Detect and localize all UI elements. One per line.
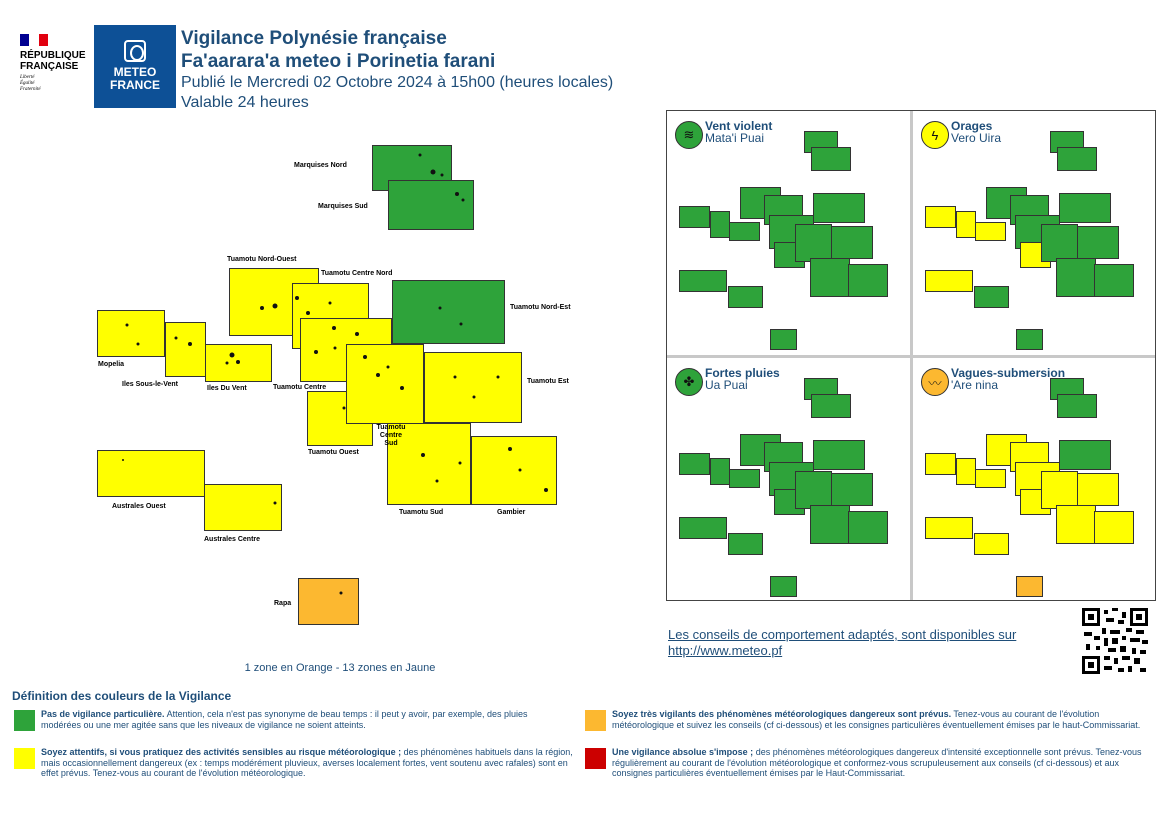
zone-label-tuamotu-centre-sud: Tuamotu Centre Sud (376, 424, 406, 447)
zone-label-marquises-sud: Marquises Sud (318, 203, 368, 210)
legend-swatch-red (585, 748, 606, 769)
mini-zone-marquises-sud (1057, 394, 1097, 418)
mini-zone-tuamotu-sud (810, 258, 850, 297)
mini-zone-tuamotu-nord-est (813, 193, 865, 223)
vigilance-summary: 1 zone en Orange - 13 zones en Jaune (244, 662, 436, 674)
mini-zone-iles-du-vent (975, 469, 1006, 488)
phenomenon-subtitle: 'Are nina (951, 378, 998, 392)
legend-swatch-green (14, 710, 35, 731)
zone-label-tuamotu-sud: Tuamotu Sud (399, 509, 444, 516)
legend-swatch-yellow (14, 748, 35, 769)
mini-zone-iles-sous-le-vent (710, 458, 730, 485)
phenomenon-orages[interactable] (913, 111, 1156, 355)
mini-zone-tuamotu-est (826, 226, 873, 259)
rain-icon: ✤ (675, 368, 703, 396)
french-flag-icon (20, 34, 48, 46)
zone-label-tuamotu-nord-ouest: Tuamotu Nord-Ouest (227, 256, 297, 263)
phenomenon-title: Vagues-submersion (951, 366, 1066, 380)
mini-zone-tuamotu-sud (810, 505, 850, 544)
publication-date: Publié le Mercredi 02 Octobre 2024 à 15h00 (heures locales) (181, 74, 614, 91)
zone-label-tuamotu-centre: Tuamotu Centre (273, 384, 327, 391)
mini-zone-iles-du-vent (975, 222, 1006, 241)
mini-zone-gambier (1094, 264, 1134, 297)
mini-zone-rapa (770, 329, 797, 350)
legend-item-red (585, 747, 1150, 779)
mini-zone-australes-ouest (679, 517, 727, 539)
zone-label-iles-du-vent: Iles Du Vent (207, 385, 247, 392)
phenomenon-fortes-pluies[interactable] (667, 358, 910, 602)
mini-zone-tuamotu-nord-est (1059, 440, 1111, 470)
zone-label-rapa: Rapa (274, 600, 292, 607)
phenomena-panel (666, 110, 1156, 601)
mini-zone-marquises-sud (811, 394, 851, 418)
mini-zone-iles-du-vent (729, 469, 760, 488)
phenomenon-title: Orages (951, 119, 993, 133)
qr-code-icon[interactable] (1082, 608, 1148, 674)
mini-zone-rapa (1016, 329, 1043, 350)
mini-zone-australes-centre (728, 286, 763, 308)
legend-bold: Pas de vigilance particulière. (41, 709, 165, 719)
mini-zone-marquises-sud (811, 147, 851, 171)
mini-zone-iles-du-vent (729, 222, 760, 241)
mini-zone-gambier (1094, 511, 1134, 544)
mini-zone-tuamotu-est (1072, 226, 1119, 259)
zone-label-australes-centre: Australes Centre (204, 536, 261, 543)
legend-item-green (14, 709, 564, 731)
zone-label-iles-sous-le-vent: Iles Sous-le-Vent (122, 381, 179, 388)
mini-zone-iles-sous-le-vent (956, 211, 976, 238)
mini-zone-gambier (848, 511, 888, 544)
mini-zone-mopelia (925, 206, 956, 228)
mini-zone-gambier (848, 264, 888, 297)
mini-zone-tuamotu-nord-est (1059, 193, 1111, 223)
republique-francaise-logo (20, 34, 92, 104)
advice-text: Les conseils de comportement adaptés, sont disponibles sur (668, 627, 1017, 642)
validity-period: Valable 24 heures (181, 94, 309, 111)
lightning-icon: ϟ (921, 121, 949, 149)
phenomenon-subtitle: Vero Uira (951, 131, 1002, 145)
phenomenon-subtitle: Ua Puai (705, 378, 748, 392)
zone-label-tuamotu-ouest: Tuamotu Ouest (308, 449, 359, 456)
mini-zone-tuamotu-centre-sud (1041, 224, 1078, 262)
mini-zone-iles-sous-le-vent (956, 458, 976, 485)
meteo-france-logo (94, 25, 176, 108)
header-block (181, 27, 613, 113)
legend-item-yellow (14, 747, 574, 779)
mini-zone-mopelia (679, 453, 710, 475)
mini-zone-australes-centre (974, 286, 1009, 308)
mini-zone-tuamotu-sud (1056, 505, 1096, 544)
mini-zone-tuamotu-est (1072, 473, 1119, 506)
waves-icon: 〰 (921, 368, 949, 396)
mini-zone-tuamotu-sud (1056, 258, 1096, 297)
zone-label-gambier: Gambier (497, 509, 526, 516)
legend-title: Définition des couleurs de la Vigilance (12, 689, 232, 703)
legend-bold: Une vigilance absolue s'impose ; (612, 747, 754, 757)
mini-zone-rapa (770, 576, 797, 597)
mini-zone-australes-centre (974, 533, 1009, 555)
mini-zone-iles-sous-le-vent (710, 211, 730, 238)
legend-text: des phénomènes météorologiques dangereux d'intensité exceptionnelle sont prévus. Tenez-vous régulièrement au courant de l'évolution météorologique et conformez-vous scrupuleusement aux conseils (cf ci-dessous) et aux consignes particulières éventuellement émises par le Haut-Commissariat. (612, 747, 1142, 778)
zone-label-marquises-nord: Marquises Nord (294, 162, 347, 169)
advice-url[interactable]: http://www.meteo.pf (668, 643, 783, 658)
advice-link[interactable] (668, 627, 1068, 659)
legend-bold: Soyez attentifs, si vous pratiquez des activités sensibles au risque météorologique ; (41, 747, 402, 757)
mini-zone-mopelia (925, 453, 956, 475)
phenomenon-title: Fortes pluies (705, 366, 780, 380)
mini-zone-marquises-sud (1057, 147, 1097, 171)
zone-label-tuamotu-est: Tuamotu Est (527, 378, 569, 385)
republic-motto: Liberté Égalité Fraternité (20, 75, 41, 92)
mini-zone-tuamotu-centre-sud (795, 224, 832, 262)
phenomenon-subtitle: Mata'i Puai (705, 131, 764, 145)
page-title: Vigilance Polynésie française (181, 28, 447, 49)
mini-zone-australes-ouest (925, 270, 973, 292)
legend-text: Tenez-vous au courant de l'évolution météorologique et suivez les conseils (cf ci-dessous) et les consignes particulières éventuellement émises par le haut-Commissariat. (612, 709, 1141, 730)
legend-text: des phénomènes habituels dans la région, mais occasionnellement dangereux (ex : temps modérément pluvieux, averses localement fortes, vent soutenu avec rafales) sont en effet prévus. Tenez-vous au courant de l'évolution météorologique. (41, 747, 573, 778)
meteo-france-logo-text: METEO FRANCE (110, 65, 160, 92)
phenomenon-vent-violent[interactable] (667, 111, 910, 355)
phenomenon-title: Vent violent (705, 119, 773, 133)
zone-label-australes-ouest: Australes Ouest (112, 503, 166, 510)
legend-swatch-orange (585, 710, 606, 731)
mini-zone-tuamotu-centre-sud (1041, 471, 1078, 509)
phenomenon-vagues-submersion[interactable] (913, 358, 1156, 602)
legend-bold: Soyez très vigilants des phénomènes météorologiques dangereux sont prévus. (612, 709, 952, 719)
mini-zone-rapa (1016, 576, 1043, 597)
page-title-tahitian: Fa'aarara'a meteo i Porinetia farani (181, 51, 496, 72)
mini-zone-tuamotu-est (826, 473, 873, 506)
mini-zone-australes-ouest (679, 270, 727, 292)
mini-zone-tuamotu-centre-sud (795, 471, 832, 509)
mini-zone-mopelia (679, 206, 710, 228)
legend-text: Attention, cela n'est pas synonyme de beau temps : il peut y avoir, par exemple, des pluies modérées ou une mer agitée sans que les niveaux de vigilance ne soient atteints. (41, 709, 528, 730)
wind-icon: ≋ (675, 121, 703, 149)
mini-zone-australes-centre (728, 533, 763, 555)
meteo-france-emblem-icon (124, 40, 146, 62)
mini-zone-tuamotu-nord-est (813, 440, 865, 470)
zone-label-mopelia: Mopelia (98, 361, 125, 368)
mini-zone-australes-ouest (925, 517, 973, 539)
zone-label-tuamotu-centre-nord: Tuamotu Centre Nord (321, 270, 393, 277)
legend-item-orange (585, 709, 1150, 731)
republic-name: RÉPUBLIQUE FRANÇAISE (20, 50, 86, 72)
main-vigilance-map (0, 120, 660, 680)
zone-label-tuamotu-nord-est: Tuamotu Nord-Est (510, 304, 571, 311)
